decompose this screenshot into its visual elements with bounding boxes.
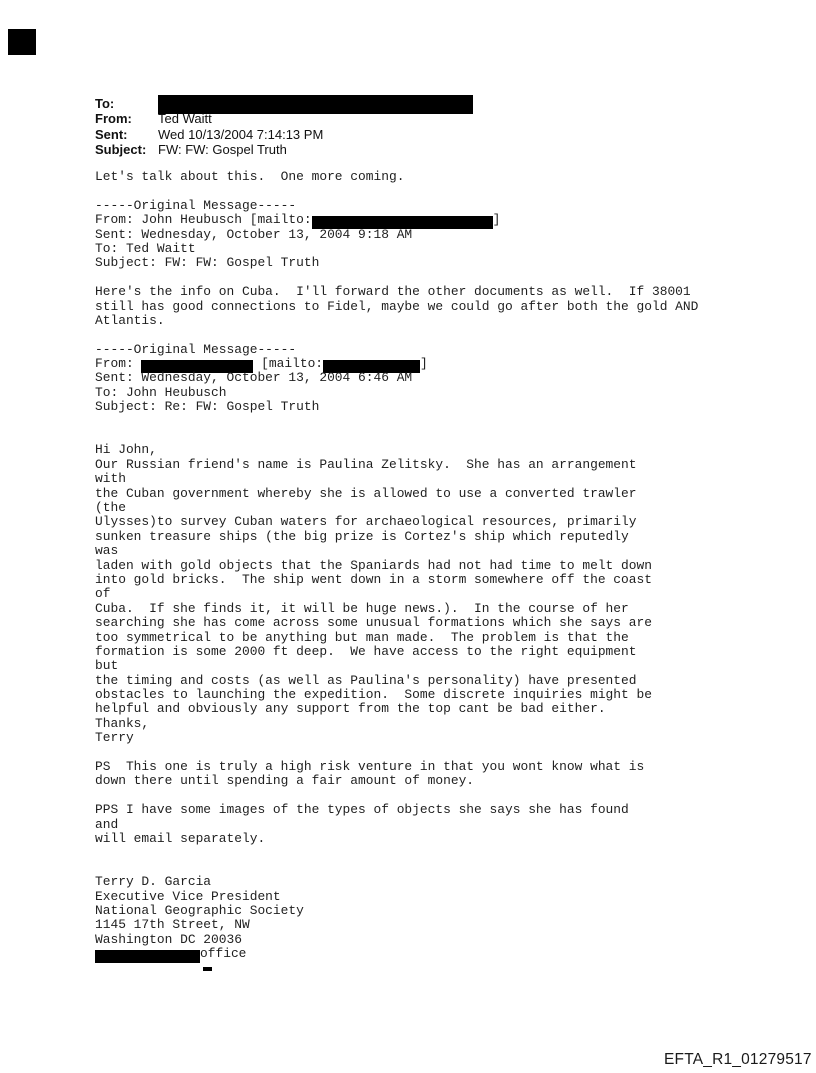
body-line xyxy=(95,184,698,198)
body-line: Atlantis. xyxy=(95,312,165,328)
body-line: PPS I have some images of the types of objects she says she has found xyxy=(95,802,629,818)
body-line: Subject: FW: FW: Gospel Truth xyxy=(95,255,320,271)
body-line xyxy=(95,429,698,443)
body-line xyxy=(95,961,698,975)
bates-number: EFTA_R1_01279517 xyxy=(664,1051,812,1068)
body-line: Sent: Wednesday, October 13, 2004 9:18 AM xyxy=(95,226,413,242)
header-value: FW: FW: Gospel Truth xyxy=(158,142,287,158)
body-line: Our Russian friend's name is Paulina Zelitsky. She has an arrangement xyxy=(95,456,637,472)
body-line: 1145 17th Street, NW xyxy=(95,917,250,933)
body-line: and xyxy=(95,816,119,832)
body-line: sunken treasure ships (the big prize is Cortez's ship which reputedly xyxy=(95,528,629,544)
body-line: PS This one is truly a high risk venture in that you wont know what is xyxy=(95,759,645,775)
corner-redaction-mark xyxy=(8,29,36,55)
body-line: Ulysses)to survey Cuban waters for archaeological resources, primarily xyxy=(95,514,637,530)
body-line: (the xyxy=(95,499,126,515)
body-line: office xyxy=(95,947,698,961)
header-label: Sent: xyxy=(95,126,128,142)
body-line: still has good connections to Fidel, maybe we could go after both the gold AND xyxy=(95,298,699,314)
body-line: Subject: Re: FW: Gospel Truth xyxy=(95,399,320,415)
body-line xyxy=(95,328,698,342)
body-line: Washington DC 20036 xyxy=(95,931,242,947)
body-line xyxy=(95,846,698,860)
body-line: Executive Vice President xyxy=(95,888,281,904)
header-label: Subject: xyxy=(95,142,147,158)
body-line: Sent: Wednesday, October 13, 2004 6:46 AM xyxy=(95,370,413,386)
body-line: the timing and costs (as well as Paulina's personality) have presented xyxy=(95,672,637,688)
body-line: Thanks, xyxy=(95,715,150,731)
body-line: obstacles to launching the expedition. Some discrete inquiries might be xyxy=(95,687,652,703)
body-line: helpful and obviously any support from the top cant be bad either. xyxy=(95,701,606,717)
body-line: Terry D. Garcia xyxy=(95,874,212,890)
body-line: formation is some 2000 ft deep. We have access to the right equipment xyxy=(95,643,637,659)
body-line: Cuba. If she finds it, it will be huge news.). In the course of her xyxy=(95,600,629,616)
body-line: searching she has come across some unusual formations which she says are xyxy=(95,615,652,631)
underscore-mark xyxy=(203,967,212,971)
header-label: From: xyxy=(95,111,132,127)
body-line: Hi John, xyxy=(95,442,157,458)
body-line: but xyxy=(95,658,119,674)
body-line: will email separately. xyxy=(95,830,266,846)
body-line: -----Original Message----- xyxy=(95,341,297,357)
body-line xyxy=(95,861,698,875)
body-line: into gold bricks. The ship went down in a storm somewhere off the coast xyxy=(95,571,652,587)
body-line: too symmetrical to be anything but man made. The problem is that the xyxy=(95,629,629,645)
body-line: Here's the info on Cuba. I'll forward the other documents as well. If 38001 xyxy=(95,284,691,300)
body-line: the Cuban government whereby she is allowed to use a converted trawler xyxy=(95,485,637,501)
body-line: Let's talk about this. One more coming. xyxy=(95,169,405,184)
body-line: To: John Heubusch xyxy=(95,384,227,400)
body-line xyxy=(95,789,698,803)
header-value: Ted Waitt xyxy=(158,111,212,127)
body-line: From: John Heubusch [mailto: ] xyxy=(95,212,501,228)
header-row xyxy=(95,142,473,157)
body-line: laden with gold objects that the Spaniards had not had time to melt down xyxy=(95,557,652,573)
body-line: -----Original Message----- xyxy=(95,197,297,213)
email-header xyxy=(95,96,473,158)
header-value: Wed 10/13/2004 7:14:13 PM xyxy=(158,126,324,142)
body-line xyxy=(95,271,698,285)
header-row xyxy=(95,96,473,111)
body-line: Terry xyxy=(95,730,134,746)
body-line xyxy=(95,746,698,760)
body-line xyxy=(95,415,698,429)
body-line: down there until spending a fair amount of money. xyxy=(95,773,475,789)
body-line: National Geographic Society xyxy=(95,902,304,918)
header-row xyxy=(95,127,473,142)
body-line: with xyxy=(95,471,126,487)
email-body xyxy=(95,170,698,976)
body-line: of xyxy=(95,586,111,602)
body-line: To: Ted Waitt xyxy=(95,240,196,256)
body-line: was xyxy=(95,543,119,559)
header-label: To: xyxy=(95,96,115,111)
body-line: From: [mailto: ] xyxy=(95,356,428,372)
